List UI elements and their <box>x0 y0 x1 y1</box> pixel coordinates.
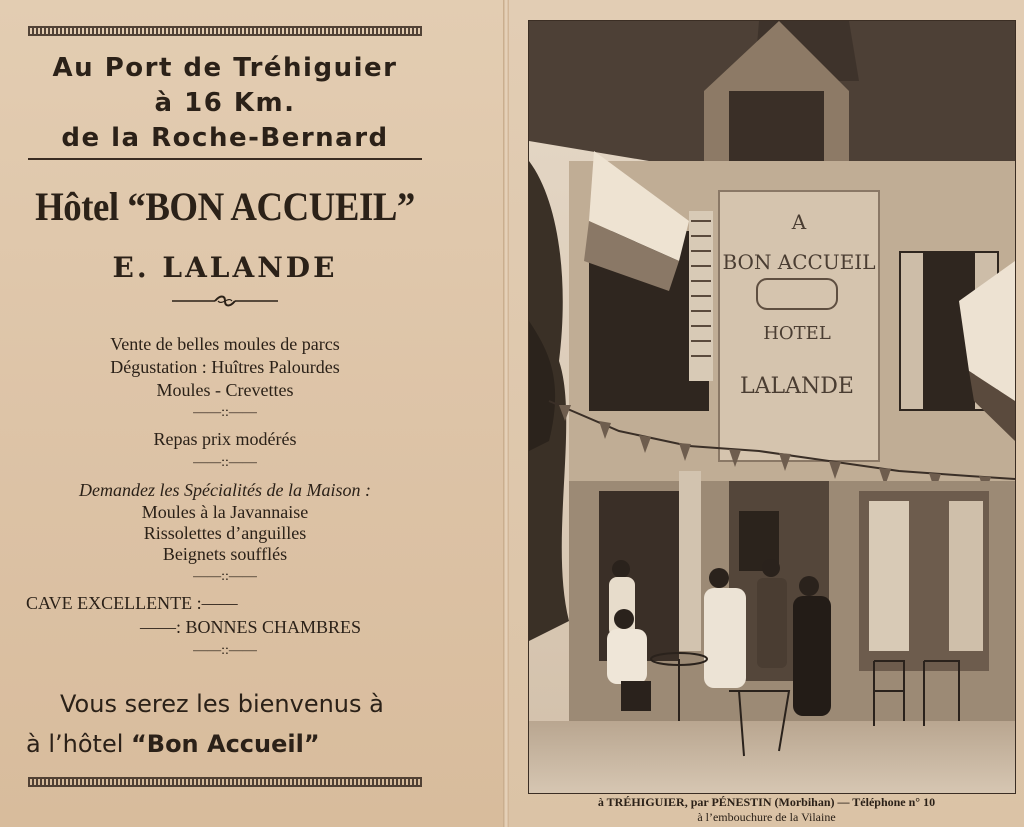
cave-line: CAVE EXCELLENTE :—— <box>26 593 238 613</box>
sale-line-2: Dégustation : Huîtres Palourdes <box>110 357 340 377</box>
photo-caption-line-2: à l’embouchure de la Vilaine <box>697 810 836 824</box>
sale-line-1: Vente de belles moules de parcs <box>110 334 340 354</box>
divider: ——::—— <box>193 405 257 420</box>
sign-letter: A <box>791 210 807 234</box>
specialty-item: Beignets soufflés <box>162 544 288 564</box>
specialty-item: Moules à la Javannaise <box>141 502 309 522</box>
location-line-3: de la Roche-Bernard <box>61 123 389 153</box>
bottom-rule <box>28 777 422 787</box>
owner-name: E. LALANDE <box>112 251 338 284</box>
photo-caption-line-1: à TRÉHIGUIER, par PÉNESTIN (Morbihan) — Téléphone n° 10 <box>597 795 936 809</box>
location-line-1: Au Port de Tréhiguier <box>52 53 398 83</box>
ornament-icon <box>170 294 280 308</box>
header-rule <box>28 158 422 160</box>
specialties-title: Demandez les Spécialités de la Maison : <box>79 480 371 500</box>
welcome-line-2 <box>26 730 320 758</box>
sign-hotel-word: HOTEL <box>763 323 831 344</box>
rooms-line: ——: BONNES CHAMBRES <box>140 617 362 637</box>
left-panel <box>0 0 505 827</box>
hotel-name: Hôtel “BON ACCUEIL” <box>35 184 415 229</box>
divider: ——::—— <box>193 455 257 470</box>
welcome-line-1: Vous serez les bienvenus à <box>60 690 384 718</box>
sign-owner: LALANDE <box>740 374 854 399</box>
welcome-hotel-name: “Bon Accueil” <box>131 730 320 758</box>
location-line-2: à 16 Km. <box>154 88 296 118</box>
sale-line-3: Moules - Crevettes <box>156 380 294 400</box>
welcome-prefix: à l’hôtel <box>26 730 131 758</box>
top-rule <box>28 26 422 36</box>
hotel-facade-image <box>529 21 1015 793</box>
specialty-item: Rissolettes d’anguilles <box>143 523 307 543</box>
divider: ——::—— <box>193 569 257 584</box>
sign-hotel-name: BON ACCUEIL <box>722 250 876 274</box>
hotel-photo <box>528 20 1016 794</box>
meals-line: Repas prix modérés <box>153 429 297 449</box>
divider: ——::—— <box>193 643 257 658</box>
